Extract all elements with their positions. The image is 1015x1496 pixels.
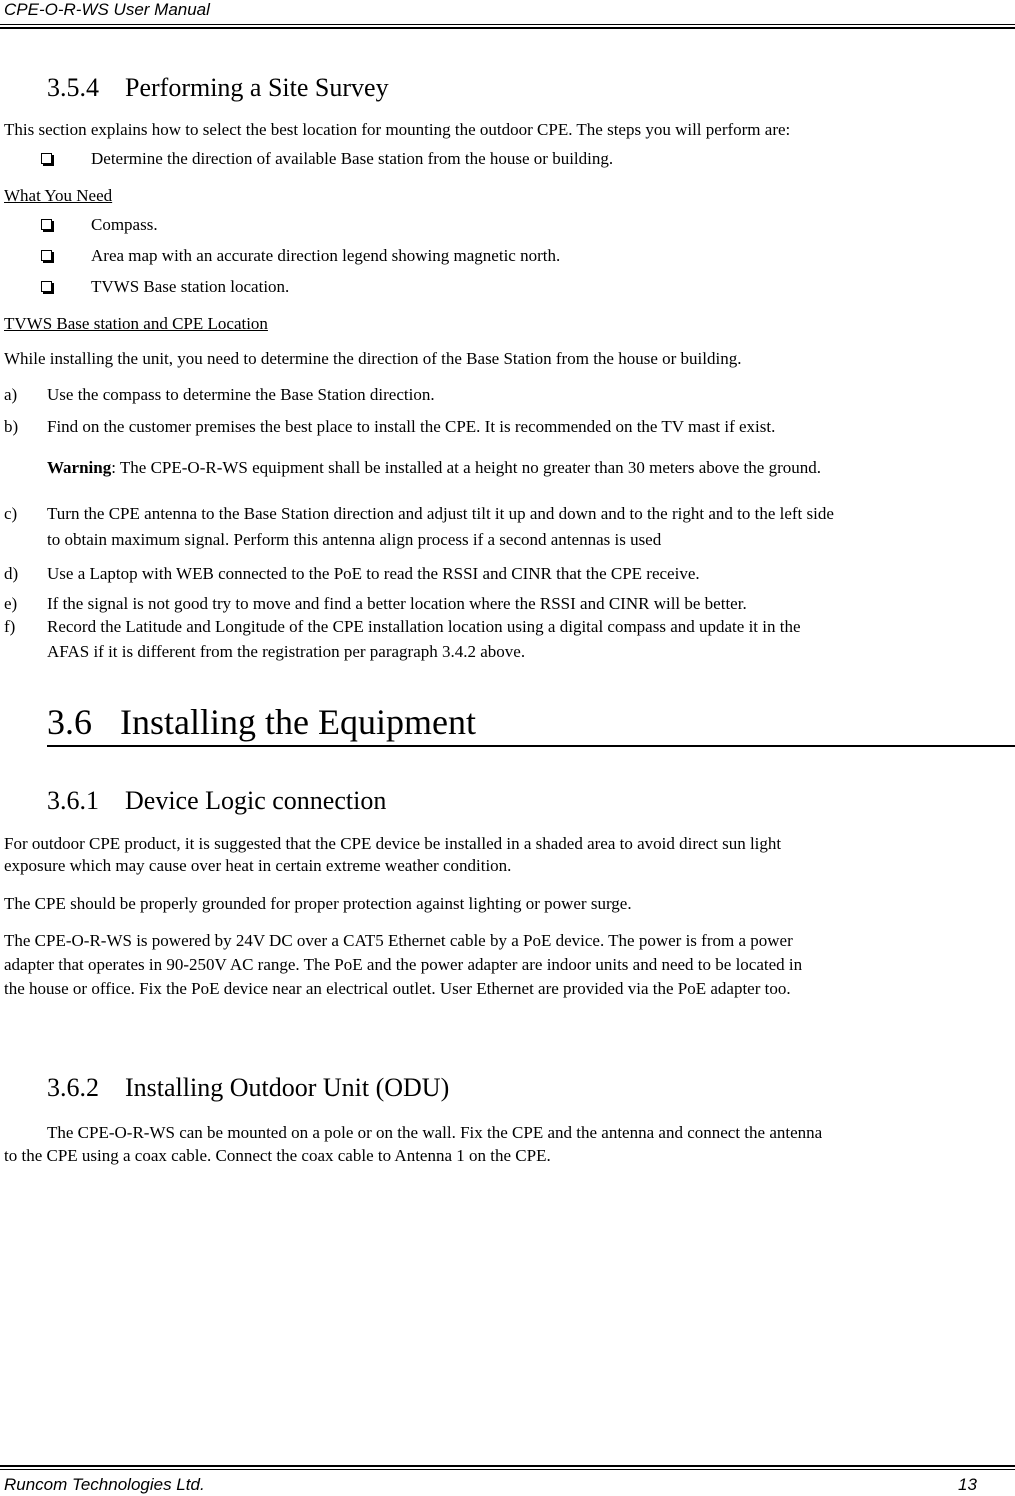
paragraph-line: The CPE-O-R-WS is powered by 24V DC over a CAT5 Ethernet cable by a PoE device. The power is from a power [4, 931, 793, 950]
need-item: Compass. [91, 215, 158, 234]
checkbox-bullet-icon [41, 153, 52, 164]
section-title: Performing a Site Survey [125, 73, 389, 102]
section-number: 3.6.2 [47, 1073, 99, 1102]
section-title: Device Logic connection [125, 786, 387, 815]
list-item-text-line: to obtain maximum signal. Perform this antenna align process if a second antennas is used [47, 530, 662, 549]
section-heading-3-6-2 [47, 1073, 449, 1103]
page-number: 13 [958, 1475, 977, 1494]
what-you-need-heading: What You Need [4, 186, 113, 205]
section-heading-3-6-1 [47, 786, 386, 816]
list-marker: f) [4, 617, 16, 636]
list-item-text: Find on the customer premises the best place to install the CPE. It is recommended on the TV mast if exist. [47, 417, 776, 436]
need-item: Area map with an accurate direction legend showing magnetic north. [91, 246, 561, 265]
list-item-text-line: AFAS if it is different from the registration per paragraph 3.4.2 above. [47, 642, 526, 661]
footer-rule-top [0, 1465, 1015, 1467]
paragraph-line: The CPE-O-R-WS can be mounted on a pole or on the wall. Fix the CPE and the antenna and connect the antenna [47, 1123, 823, 1142]
step-item: Determine the direction of available Base station from the house or building. [91, 149, 614, 168]
section-heading-3-5-4 [47, 73, 389, 103]
location-intro: While installing the unit, you need to determine the direction of the Base Station from the house or building. [4, 349, 742, 368]
section-number: 3.6.1 [47, 786, 99, 815]
section-title: Installing the Equipment [120, 702, 476, 742]
paragraph-line: to the CPE using a coax cable. Connect the coax cable to Antenna 1 on the CPE. [4, 1146, 551, 1165]
paragraph-line: adapter that operates in 90-250V AC range. The PoE and the power adapter are indoor units and need to be located in [4, 955, 803, 974]
header-rule-bottom [0, 27, 1015, 29]
list-marker: b) [4, 417, 19, 436]
list-item-text: If the signal is not good try to move and find a better location where the RSSI and CINR will be better. [47, 594, 747, 613]
section-number: 3.6 [47, 702, 92, 742]
checkbox-bullet-icon [41, 250, 52, 261]
checkbox-bullet-icon [41, 219, 52, 230]
list-item-text-line: Turn the CPE antenna to the Base Station direction and adjust tilt it up and down and to the right and to the left side [47, 504, 834, 523]
paragraph-line: the house or office. Fix the PoE device near an electrical outlet. User Ethernet are provided via the PoE adapter too. [4, 979, 791, 998]
list-marker: a) [4, 385, 18, 404]
section-number: 3.5.4 [47, 73, 99, 102]
list-item-text: Use the compass to determine the Base Station direction. [47, 385, 435, 404]
section-title: Installing Outdoor Unit (ODU) [125, 1073, 450, 1102]
location-heading: TVWS Base station and CPE Location [4, 314, 268, 333]
list-marker: e) [4, 594, 18, 613]
intro-paragraph: This section explains how to select the best location for mounting the outdoor CPE. The steps you will perform are: [4, 120, 791, 139]
running-header: CPE-O-R-WS User Manual [4, 0, 210, 19]
list-marker: d) [4, 564, 19, 583]
footer-rule-bottom [0, 1469, 1015, 1470]
warning-label: Warning [47, 458, 112, 477]
paragraph-line: exposure which may cause over heat in certain extreme weather condition. [4, 856, 512, 875]
section-heading-3-6 [47, 702, 476, 742]
paragraph-line: For outdoor CPE product, it is suggested that the CPE device be installed in a shaded area to avoid direct sun light [4, 834, 782, 853]
list-marker: c) [4, 504, 18, 523]
warning-text: : The CPE-O-R-WS equipment shall be installed at a height no greater than 30 meters above the ground. [111, 458, 821, 477]
need-item: TVWS Base station location. [91, 277, 290, 296]
warning-note [47, 457, 821, 479]
footer-company: Runcom Technologies Ltd. [4, 1475, 205, 1494]
list-item-text: Use a Laptop with WEB connected to the PoE to read the RSSI and CINR that the CPE receive. [47, 564, 700, 583]
section-rule [47, 745, 1015, 747]
checkbox-bullet-icon [41, 281, 52, 292]
paragraph: The CPE should be properly grounded for proper protection against lighting or power surge. [4, 894, 632, 913]
header-rule-top [0, 24, 1015, 25]
list-item-text-line: Record the Latitude and Longitude of the CPE installation location using a digital compass and update it in the [47, 617, 801, 636]
